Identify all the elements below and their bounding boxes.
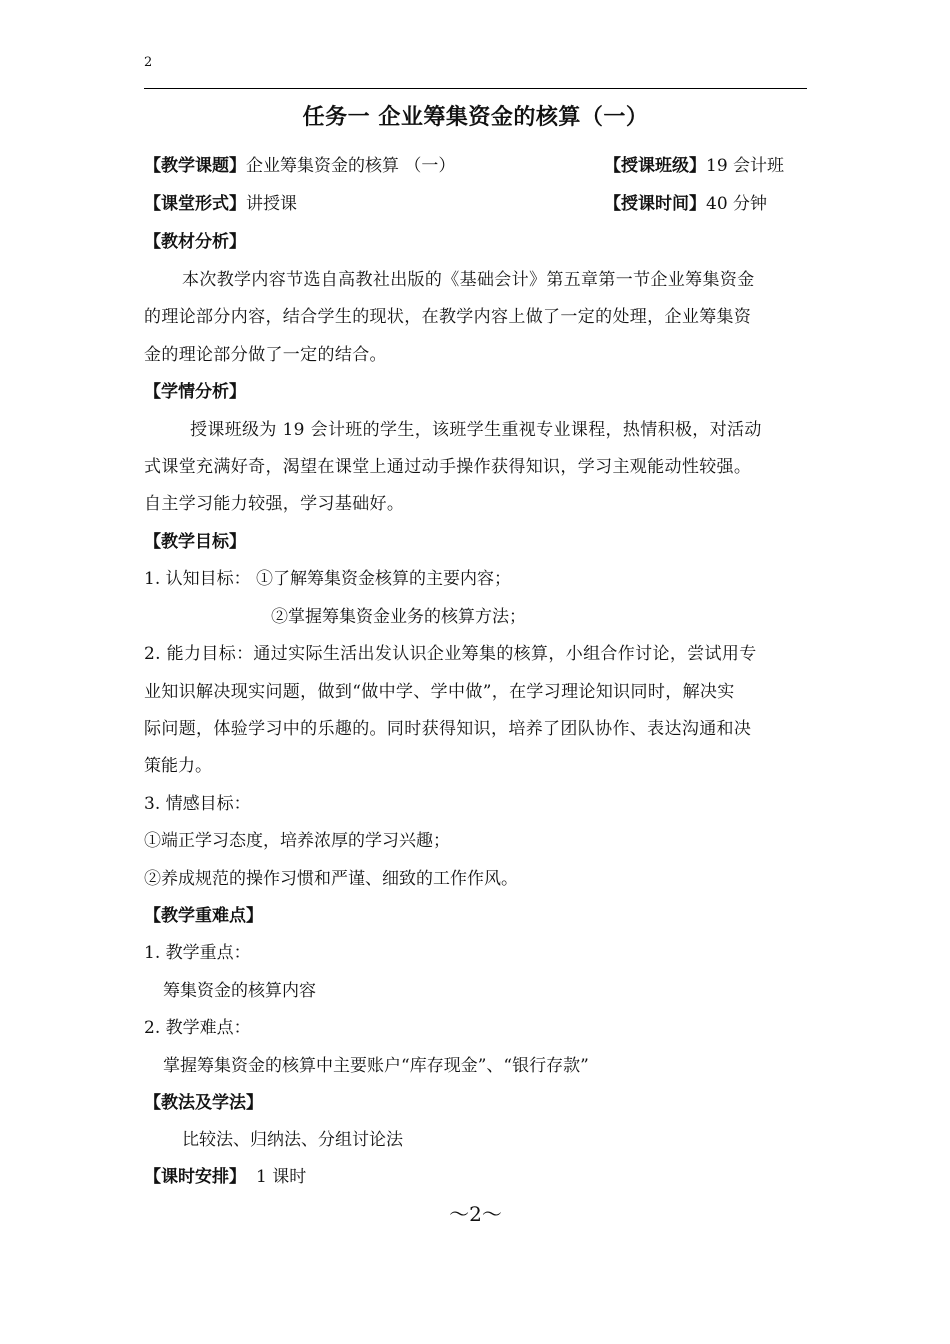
emotion-objective-2: ②养成规范的操作习惯和严谨、细致的工作作风。 [144, 869, 518, 889]
difficulty-label: 2. 教学难点： [144, 1018, 251, 1038]
students-line: 式课堂充满好奇，渴望在课堂上通过动手操作获得知识，学习主观能动性较强。 [144, 457, 752, 477]
form-row [144, 192, 297, 216]
header-page-number: 2 [144, 55, 153, 70]
header-rule [144, 88, 807, 89]
time-row [604, 192, 767, 216]
topic-value: 企业筹集资金的核算 （一） [246, 156, 456, 176]
cognitive-objective-1: 1. 认知目标： ①了解筹集资金核算的主要内容； [144, 569, 512, 589]
schedule-row [144, 1165, 306, 1189]
schedule-value: 1 课时 [256, 1167, 307, 1187]
class-value: 19 会计班 [706, 156, 785, 176]
difficulty-value: 掌握筹集资金的核算中主要账户“库存现金”、“银行存款” [163, 1056, 589, 1076]
cognitive-objective-2: ②掌握筹集资金业务的核算方法； [271, 607, 526, 627]
class-label: 【授课班级】 [604, 156, 706, 176]
ability-line: 策能力。 [144, 756, 212, 776]
emotion-label: 3. 情感目标： [144, 794, 251, 814]
material-line: 本次教学内容节选自高教社出版的《基础会计》第五章第一节企业筹集资金 [182, 270, 755, 290]
material-line: 金的理论部分做了一定的结合。 [144, 345, 387, 365]
students-line: 授课班级为 19 会计班的学生，该班学生重视专业课程，热情积极，对活动 [190, 420, 762, 440]
students-line: 自主学习能力较强，学习基础好。 [144, 494, 405, 514]
material-line: 的理论部分内容，结合学生的现状，在教学内容上做了一定的处理，企业筹集资 [144, 307, 752, 327]
form-label: 【课堂形式】 [144, 194, 246, 214]
material-heading: 【教材分析】 [144, 232, 246, 252]
ability-line: 业知识解决现实问题，做到“做中学、学中做”，在学习理论知识同时，解决实 [144, 682, 735, 702]
page-title: 任务一 企业筹集资金的核算（一） [302, 105, 649, 130]
focus-value: 筹集资金的核算内容 [163, 981, 316, 1001]
methods-heading: 【教法及学法】 [144, 1093, 263, 1113]
form-value: 讲授课 [246, 194, 297, 214]
topic-row [144, 154, 455, 178]
time-value: 40 分钟 [706, 194, 768, 214]
time-label: 【授课时间】 [604, 194, 706, 214]
key-points-heading: 【教学重难点】 [144, 906, 263, 926]
methods-value: 比较法、归纳法、分组讨论法 [182, 1130, 403, 1150]
students-heading: 【学情分析】 [144, 382, 246, 402]
footer-page-marker: ～2～ [449, 1202, 502, 1226]
focus-label: 1. 教学重点： [144, 943, 251, 963]
ability-line: 2. 能力目标：通过实际生活出发认识企业筹集的核算，小组合作讨论，尝试用专 [144, 644, 757, 664]
schedule-label: 【课时安排】 [144, 1167, 246, 1187]
ability-line: 际问题，体验学习中的乐趣的。同时获得知识，培养了团队协作、表达沟通和决 [144, 719, 752, 739]
emotion-objective-1: ①端正学习态度，培养浓厚的学习兴趣； [144, 831, 450, 851]
topic-label: 【教学课题】 [144, 156, 246, 176]
objectives-heading: 【教学目标】 [144, 532, 246, 552]
class-row [604, 154, 784, 178]
